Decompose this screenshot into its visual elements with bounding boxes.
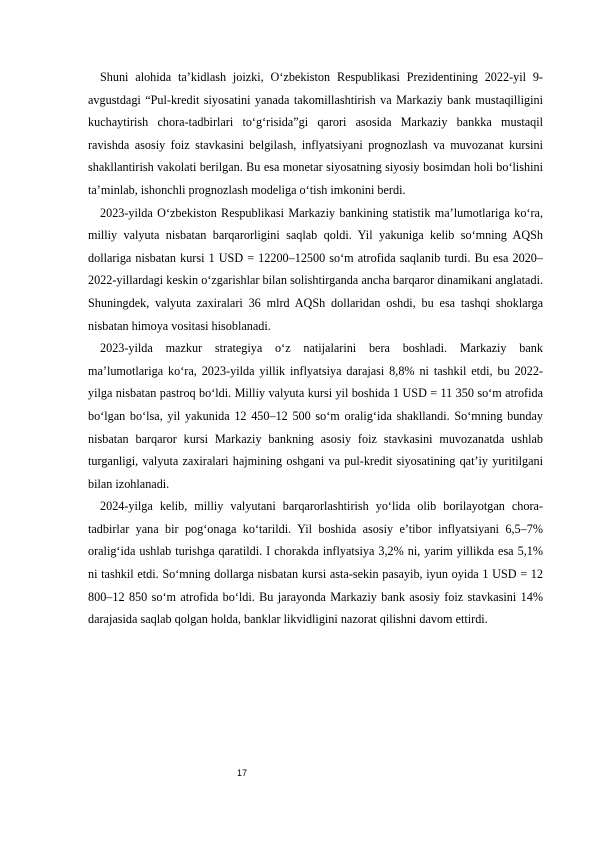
document-body	[88, 66, 543, 631]
paragraph-2024-measures: 2024-yilga kelib, milliy valyutani barqarorlashtirish yo‘lida olib borilayotgan chora-tadbirlar yana bir pog‘onaga ko‘tarildi. Yil boshida asosiy e’tibor inflyatsiyani 6,5–7% oralig‘ida ushlab turishga qaratildi. I chorakda inflyatsiya 3,2% ni, yarim yillikda esa 5,1% ni tashkil etdi. So‘mning dollarga nisbatan kursi asta-sekin pasayib, iyun oyida 1 USD = 12 800–12 850 so‘m atrofida bo‘ldi. Bu jarayonda Markaziy bank asosiy foiz stavkasini 14% darajasida saqlab qolgan holda, banklar likvidligini nazorat qilishni davom ettirdi.	[88, 499, 543, 627]
paragraph-2023-currency-stability: 2023-yilda O‘zbekiston Respublikasi Markaziy bankining statistik ma’lumotlariga ko‘ra, milliy valyuta nisbatan barqarorligini saqlab qoldi. Yil yakuniga kelib so‘mning AQSh dollariga nisbatan kursi 1 USD = 12200–12500 so‘m atrofida saqlanib turdi. Bu esa 2020–2022-yillardagi keskin o‘zgarishlar bilan solishtirganda ancha barqaror dinamikani anglatadi. Shuningdek, valyuta zaxiralari 36 mlrd AQSh dollaridan oshdi, bu esa tashqi shoklarga nisbatan himoya vositasi hisoblanadi.	[88, 205, 543, 333]
paragraph-2023-strategy-results: 2023-yilda mazkur strategiya o‘z natijalarini bera boshladi. Markaziy bank ma’lumotlariga ko‘ra, 2023-yilda yillik inflyatsiya darajasi 8,8% ni tashkil etdi, bu 2022-yilga nisbatan pastroq bo‘ldi. Milliy valyuta kursi yil boshida 1 USD = 11 350 so‘m atrofida bo‘lgan bo‘lsa, yil yakunida 12 450–12 500 so‘m oralig‘ida shakllandi. So‘mning bunday nisbatan barqaror kursi Markaziy bankning asosiy foiz stavkasini muvozanatda ushlab turganligi, valyuta zaxiralari hajmining oshgani va pul-kredit siyosatining qat’iy yuritilgani bilan izohlanadi.	[88, 341, 543, 491]
paragraph-central-bank-independence: Shuni alohida ta’kidlash joizki, O‘zbekiston Respublikasi Prezidentining 2022-yil 9-avgustdagi “Pul-kredit siyosatini yanada takomillashtirish va Markaziy bank mustaqilligini kuchaytirish chora-tadbirlari to‘g‘risida”gi qarori asosida Markaziy bankka mustaqil ravishda asosiy foiz stavkasini belgilash, inflyatsiyani prognozlash va muvozanat kursini shakllantirish vakolati berilgan. Bu esa monetar siyosatning siyosiy bosimdan holi bo‘lishini ta’minlab, ishonchli prognozlash modeliga o‘tish imkonini berdi.	[88, 70, 543, 197]
page-number: 17	[236, 768, 247, 778]
